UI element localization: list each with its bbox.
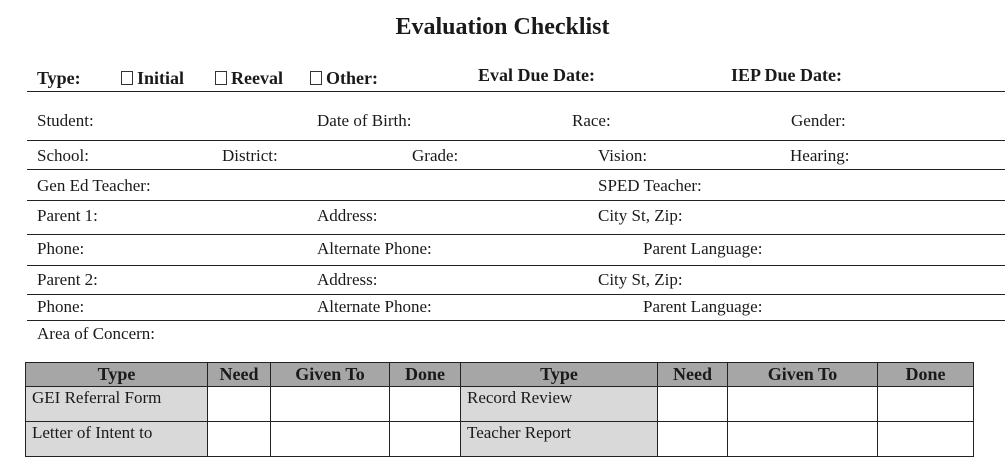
done-cell[interactable]	[878, 422, 974, 457]
type-cell: Teacher Report	[461, 422, 658, 457]
language2-field[interactable]: Parent Language:	[643, 297, 763, 316]
iep-due-date-label: IEP Due Date:	[731, 65, 842, 85]
alt-phone1-field[interactable]: Alternate Phone:	[317, 239, 432, 258]
divider	[27, 169, 1005, 170]
table-header-row	[26, 363, 974, 387]
city2-field[interactable]: City St, Zip:	[598, 270, 683, 289]
need-cell[interactable]	[208, 422, 271, 457]
other-label: Other:	[326, 68, 378, 88]
gen-ed-teacher-field[interactable]: Gen Ed Teacher:	[37, 176, 151, 195]
reeval-checkbox[interactable]	[215, 71, 227, 85]
column-header-need: Need	[208, 363, 271, 387]
divider	[27, 140, 1005, 141]
initial-checkbox[interactable]	[121, 71, 133, 85]
address1-field[interactable]: Address:	[317, 206, 378, 225]
language1-field[interactable]: Parent Language:	[643, 239, 763, 258]
alt-phone2-field[interactable]: Alternate Phone:	[317, 297, 432, 316]
hearing-field[interactable]: Hearing:	[790, 146, 850, 165]
need-cell[interactable]	[208, 387, 271, 422]
area-of-concern-field[interactable]: Area of Concern:	[37, 324, 156, 343]
reeval-label: Reeval	[231, 68, 283, 88]
phone1-field[interactable]: Phone:	[37, 239, 85, 258]
divider	[27, 91, 1005, 92]
type-option-reeval[interactable]	[215, 68, 283, 88]
city1-field[interactable]: City St, Zip:	[598, 206, 683, 225]
divider	[27, 294, 1005, 295]
divider	[27, 265, 1005, 266]
column-header-given-to: Given To	[728, 363, 878, 387]
column-header-type: Type	[461, 363, 658, 387]
given-to-cell[interactable]	[728, 387, 878, 422]
done-cell[interactable]	[878, 387, 974, 422]
need-cell[interactable]	[658, 387, 728, 422]
column-header-given-to: Given To	[271, 363, 390, 387]
race-field[interactable]: Race:	[572, 111, 611, 130]
table-row	[26, 387, 974, 422]
divider	[27, 234, 1005, 235]
gender-field[interactable]: Gender:	[791, 111, 846, 130]
parent2-field[interactable]: Parent 2:	[37, 270, 98, 289]
vision-field[interactable]: Vision:	[598, 146, 648, 165]
phone2-field[interactable]: Phone:	[37, 297, 85, 316]
address2-field[interactable]: Address:	[317, 270, 378, 289]
type-cell: Record Review	[461, 387, 658, 422]
student-field[interactable]: Student:	[37, 111, 94, 130]
column-header-need: Need	[658, 363, 728, 387]
given-to-cell[interactable]	[728, 422, 878, 457]
done-cell[interactable]	[390, 387, 461, 422]
school-field[interactable]: School:	[37, 146, 89, 165]
dob-field[interactable]: Date of Birth:	[317, 111, 412, 130]
table-row	[26, 422, 974, 457]
divider	[27, 320, 1005, 321]
done-cell[interactable]	[390, 422, 461, 457]
checklist-table	[25, 362, 974, 457]
need-cell[interactable]	[658, 422, 728, 457]
type-cell: Letter of Intent to	[26, 422, 208, 457]
column-header-done: Done	[390, 363, 461, 387]
type-option-initial[interactable]	[121, 68, 184, 88]
type-label: Type:	[37, 68, 81, 88]
other-checkbox[interactable]	[310, 71, 322, 85]
column-header-done: Done	[878, 363, 974, 387]
initial-label: Initial	[137, 68, 185, 88]
page-title: Evaluation Checklist	[395, 14, 610, 40]
grade-field[interactable]: Grade:	[412, 146, 459, 165]
type-option-other[interactable]	[310, 68, 378, 88]
district-field[interactable]: District:	[222, 146, 278, 165]
divider	[27, 200, 1005, 201]
eval-due-date-label: Eval Due Date:	[478, 65, 595, 85]
sped-teacher-field[interactable]: SPED Teacher:	[598, 176, 702, 195]
given-to-cell[interactable]	[271, 422, 390, 457]
given-to-cell[interactable]	[271, 387, 390, 422]
type-cell: GEI Referral Form	[26, 387, 208, 422]
parent1-field[interactable]: Parent 1:	[37, 206, 98, 225]
column-header-type: Type	[26, 363, 208, 387]
